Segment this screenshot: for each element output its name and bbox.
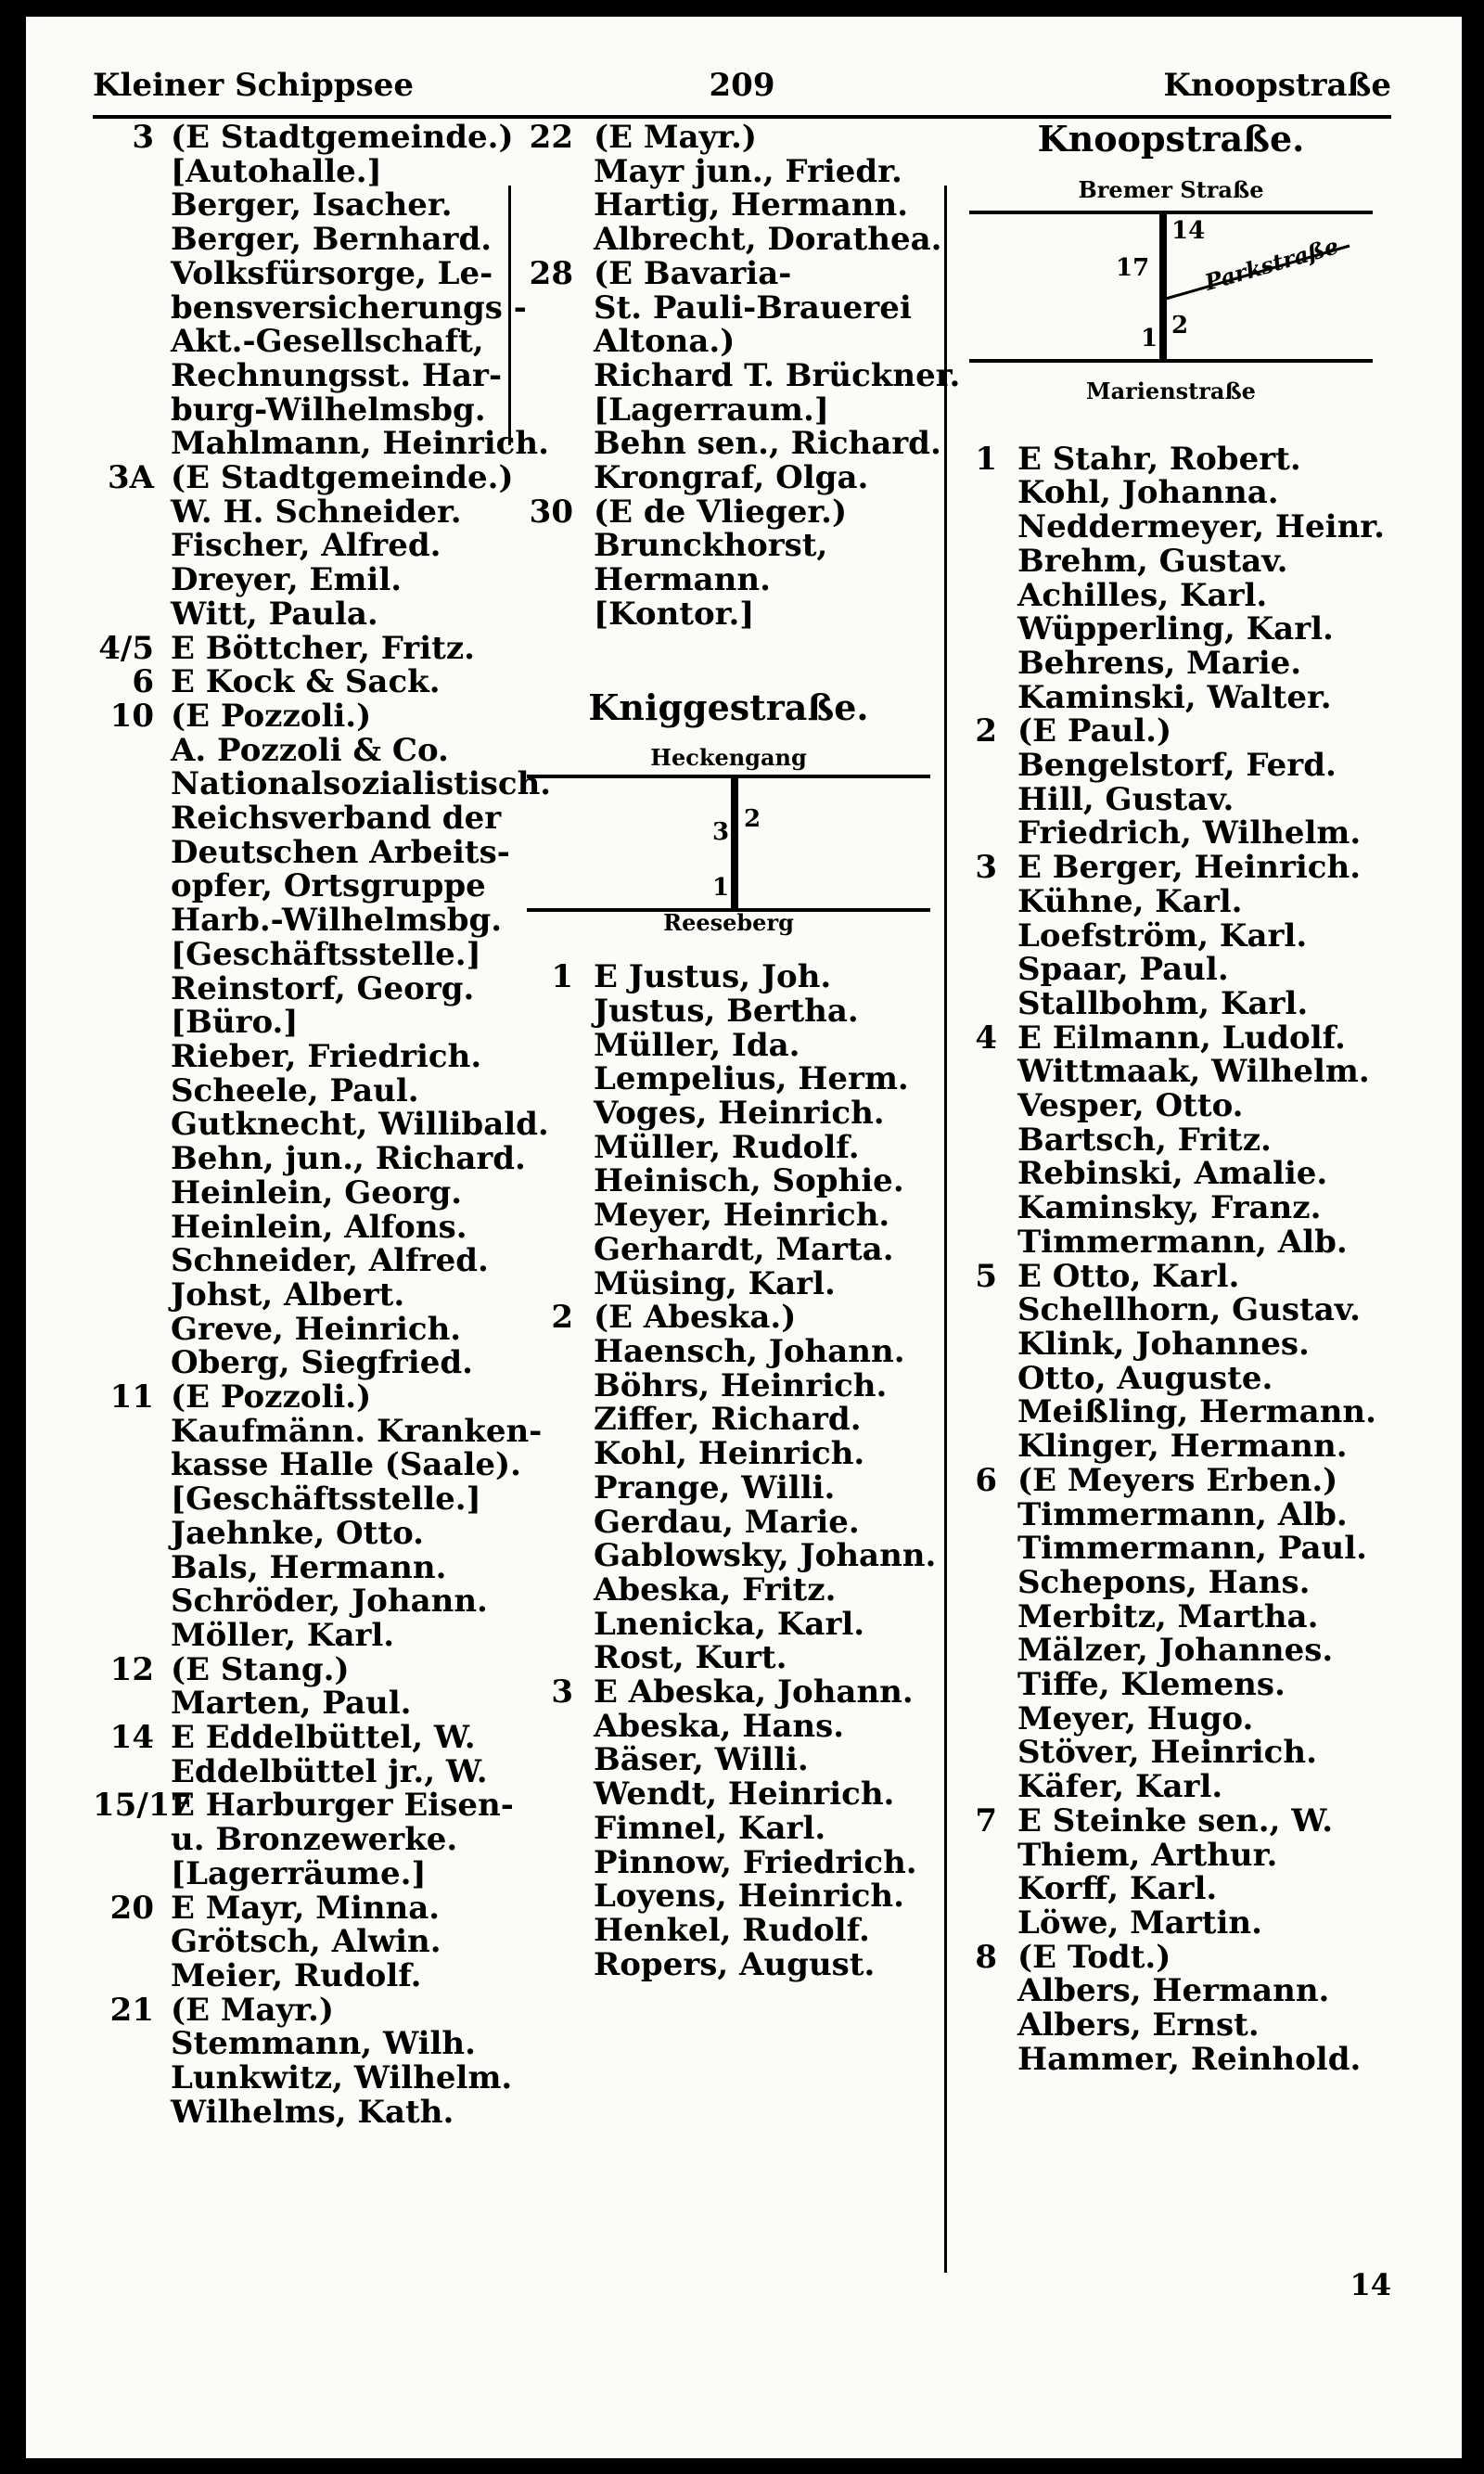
entry-line: [Geschäftsstelle.] [171,1481,481,1519]
map-number-17: 17 [1116,253,1150,282]
entry-line: Heinlein, Georg. [171,1173,463,1211]
map-number-1: 1 [712,874,730,903]
house-number: 20 [109,1889,154,1927]
house-entry [93,1991,513,2131]
house-number: 4/5 [98,629,154,667]
entry-line: Meier, Rudolf. [171,1956,422,1994]
entry-line: Rebinski, Amalie. [1017,1155,1328,1193]
map-number-3: 3 [712,818,730,847]
entry-first-line: (E Pozzoli.) [171,697,372,735]
house-entry [960,851,1382,1021]
entry-line: Möller, Karl. [171,1616,395,1654]
entry-line: Fimnel, Karl. [594,1809,826,1847]
entry-line: Reinstorf, Georg. [171,969,475,1007]
entry-first-line: E Steinke sen., W. [1017,1801,1334,1839]
entry-first-line: (E Stang.) [171,1650,350,1688]
entry-line: Neddermeyer, Heinr. [1017,508,1385,546]
entry-line: Abeska, Fritz. [594,1570,837,1609]
entry-first-line: (E de Vlieger.) [594,493,848,531]
entry-line: Henkel, Rudolf. [594,1911,870,1949]
entry-line: Brunckhorst, [594,527,828,565]
entry-line: Eddelbüttel jr., W. [171,1752,488,1790]
house-entry [93,1721,510,1788]
entry-line: Bengelstorf, Ferd. [1017,747,1337,785]
house-entry [960,1461,1382,1806]
entry-line: Tiffe, Klemens. [1017,1666,1286,1704]
entry-line: Jaehnke, Otto. [171,1514,424,1552]
column-middle [518,119,961,1983]
entry-line: bensversicherungs - [171,288,527,327]
entry-line: Gutknecht, Willibald. [171,1106,549,1144]
entry-first-line: (E Abeska.) [594,1299,797,1337]
entry-line: Thiem, Arthur. [1017,1836,1278,1874]
entry-line: Behn, jun., Richard. [171,1140,526,1178]
entry-first-line: E Stahr, Robert. [1017,440,1301,478]
kniggestrasse-map [518,741,940,936]
entry-line: u. Bronzewerke. [171,1821,458,1859]
house-entry [93,119,549,463]
entry-line: Johst, Albert. [171,1275,405,1314]
entry-line: Müller, Ida. [594,1026,800,1064]
entry-line: Wittmaak, Wilhelm. [1017,1053,1370,1091]
entry-line: Korff, Karl. [1017,1870,1218,1908]
entry-line: Haensch, Johann. [594,1332,905,1370]
entry-line: Witt, Paula. [171,595,378,633]
map-road-bottom [969,359,1373,363]
entry-first-line: (E Bavaria- [594,254,792,292]
house-number: 28 [529,254,573,292]
house-number: 14 [109,1719,154,1757]
kleiner-schippsee-continued [518,119,961,633]
entry-line: Gablowsky, Johann. [594,1537,937,1575]
house-number: 3 [551,1673,573,1711]
house-entry [518,1301,940,1675]
entry-line: Volksfürsorge, Le- [171,254,493,292]
entry-line: Ziffer, Richard. [594,1401,862,1439]
entry-line: Marten, Paul. [171,1685,412,1723]
header-right-street: Knoopstraße [1163,67,1391,104]
entry-line: Schepons, Hans. [1017,1563,1311,1601]
map-label-parkstrasse: Parkstraße [1201,231,1342,296]
entry-line: Meißling, Hermann. [1017,1393,1376,1431]
entry-line: Hartig, Hermann. [594,186,909,224]
house-number: 30 [529,493,573,531]
house-number: 8 [975,1938,997,1976]
house-number: 5 [975,1257,997,1295]
entry-line: Wendt, Heinrich. [594,1775,895,1814]
entry-line: [Lagerraum.] [594,391,829,429]
header-left-street: Kleiner Schippsee [93,67,414,104]
house-number: 2 [551,1299,573,1337]
entry-line: Scheele, Paul. [171,1071,419,1109]
entry-first-line: (E Pozzoli.) [171,1378,372,1416]
page-header [93,67,1391,113]
entry-line: Hammer, Reinhold. [1017,2040,1362,2078]
entry-first-line: (E Todt.) [1017,1938,1171,1976]
entry-line: Altona.) [594,323,736,361]
entry-line: Stemmann, Wilh. [171,2025,476,2063]
entry-first-line: (E Stadtgemeinde.) [171,459,514,497]
house-number: 12 [109,1650,154,1688]
entry-line: Brehm, Gustav. [1017,542,1288,580]
entry-line: Albrecht, Dorathea. [594,221,942,259]
entry-line: Heinlein, Alfons. [171,1208,467,1246]
entry-first-line: (E Mayr.) [594,119,757,156]
entry-line: Kaminsky, Franz. [1017,1189,1322,1227]
map-label-heckengang: Heckengang [650,744,807,772]
entry-line: Grötsch, Alwin. [171,1923,441,1961]
entry-line: Albers, Hermann. [1017,1972,1330,2010]
entry-line: Kaminski, Walter. [1017,678,1332,716]
house-entry [93,1650,510,1723]
entry-first-line: (E Meyers Erben.) [1017,1461,1338,1499]
house-number: 7 [975,1801,997,1839]
entry-line: Vesper, Otto. [1017,1087,1244,1125]
entry-line: Behn sen., Richard. [594,425,941,463]
house-number: 11 [109,1378,154,1416]
map-number-14: 14 [1171,216,1206,245]
column-divider-2 [944,186,947,2273]
entry-line: Bäser, Willi. [594,1741,809,1779]
house-number: 3A [107,459,154,497]
house-entry [960,1801,1382,1942]
entry-line: St. Pauli-Brauerei [594,288,912,327]
entry-line: Akt.-Gesellschaft, [171,323,484,361]
house-entry [960,1257,1382,1466]
entry-first-line: E Eddelbüttel, W. [171,1719,476,1757]
entry-line: Klinger, Hermann. [1017,1428,1348,1466]
house-number: 1 [551,958,573,996]
entry-first-line: E Harburger Eisen- [171,1787,514,1825]
entry-line: Schellhorn, Gustav. [1017,1291,1361,1329]
entry-line: Timmermann, Alb. [1017,1223,1348,1261]
street-title-kniggestrasse: Kniggestraße. [588,686,869,728]
entry-line: Fischer, Alfred. [171,527,441,565]
entry-line: Oberg, Siegfried. [171,1344,473,1382]
entry-line: Löwe, Martin. [1017,1904,1262,1942]
entry-line: Bals, Hermann. [171,1548,447,1586]
entry-line: Krongraf, Olga. [594,459,869,497]
entry-line: [Kontor.] [594,595,755,633]
entry-line: Merbitz, Martha. [1017,1597,1319,1635]
entry-line: Reichsverband der [171,800,502,838]
entry-line: Prange, Willi. [594,1468,836,1506]
map-label-bremer-strasse: Bremer Straße [1078,175,1264,203]
entry-line: Meyer, Hugo. [1017,1699,1254,1737]
entry-first-line: E Eilmann, Ludolf. [1017,1019,1346,1057]
house-number: 6 [132,663,154,701]
page-number: 209 [709,67,775,104]
house-number: 15/17 [93,1787,193,1825]
house-entry [93,697,552,1382]
house-number: 1 [975,440,997,478]
house-entry [93,1378,543,1654]
entry-line: Lnenicka, Karl. [594,1605,865,1643]
map-number-2: 2 [744,805,761,834]
entry-line: [Autohalle.] [171,152,382,190]
entry-line: Nationalsozialistisch. [171,765,552,803]
house-entry [93,1891,510,1993]
house-entry [518,495,940,632]
entry-line: Bartsch, Fritz. [1017,1121,1272,1159]
map-number-2: 2 [1171,311,1189,340]
house-entry [93,629,510,667]
map-road-top [527,775,930,778]
map-label-marienstrasse: Marienstraße [1086,378,1256,404]
entry-first-line: E Kock & Sack. [171,663,441,701]
entry-line: Rost, Kurt. [594,1639,787,1677]
entry-line: Mayr jun., Friedr. [594,152,902,190]
entry-line: Ropers, August. [594,1945,876,1983]
entry-first-line: E Abeska, Johann. [594,1673,914,1711]
street-title-knoopstrasse: Knoopstraße. [1037,118,1305,160]
entry-first-line: (E Mayr.) [171,1991,334,2029]
entry-line: Rieber, Friedrich. [171,1037,482,1075]
entry-line: Berger, Isacher. [171,186,453,224]
entry-line: Hermann. [594,561,771,599]
entry-line: Timmermann, Paul. [1017,1530,1367,1568]
entry-first-line: E Böttcher, Fritz. [171,629,475,667]
entry-line: Otto, Auguste. [1017,1359,1273,1397]
entry-line: Pinnow, Friedrich. [594,1843,917,1881]
entry-line: [Lagerräume.] [171,1854,427,1892]
entry-line: Kohl, Heinrich. [594,1435,865,1473]
entry-line: Dreyer, Emil. [171,561,403,599]
entry-line: Friedrich, Wilhelm. [1017,814,1362,852]
entry-line: Stöver, Heinrich. [1017,1734,1317,1772]
house-entry [960,1938,1382,2078]
entry-line: Heinisch, Sophie. [594,1162,904,1200]
house-entry [960,440,1385,716]
entry-line: Stallbohm, Karl. [1017,984,1309,1022]
entry-line: Kaufmänn. Kranken- [171,1412,543,1450]
house-entry [518,254,961,497]
knoopstrasse-entries [960,440,1385,2078]
entry-line: Mälzer, Johannes. [1017,1632,1334,1670]
knoopstrasse-map [960,173,1382,404]
entry-line: Hill, Gustav. [1017,780,1235,818]
entry-line: Lempelius, Herm. [594,1060,909,1098]
entry-line: Rechnungsst. Har- [171,356,503,394]
sheet-number: 14 [1350,2267,1391,2302]
house-number: 3 [132,119,154,156]
entry-line: burg-Wilhelmsbg. [171,391,486,429]
house-entry [93,665,510,699]
entry-line: Lunkwitz, Wilhelm. [171,2059,513,2097]
entry-first-line: E Justus, Joh. [594,958,832,996]
house-number: 22 [529,119,573,156]
entry-line: Schneider, Alfred. [171,1242,489,1280]
entry-first-line: E Otto, Karl. [1017,1257,1240,1295]
entry-line: [Büro.] [171,1004,299,1042]
house-entry [518,121,940,257]
house-entry [93,1787,514,1892]
entry-line: Spaar, Paul. [1017,951,1229,989]
entry-line: Meyer, Heinrich. [594,1197,890,1235]
entry-line: Böhrs, Heinrich. [594,1366,888,1404]
house-entry [518,960,940,1301]
entry-line: Kühne, Karl. [1017,882,1243,920]
entry-line: Voges, Heinrich. [594,1095,885,1133]
entry-line: kasse Halle (Saale). [171,1446,521,1484]
entry-line: Albers, Ernst. [1017,2006,1260,2045]
entry-line: Mahlmann, Heinrich. [171,425,549,463]
house-number: 4 [975,1019,997,1057]
map-street-kniggestrasse [731,778,738,908]
map-number-1: 1 [1141,324,1158,353]
entry-line: opfer, Ortsgruppe [171,867,486,905]
entry-line: Wilhelms, Kath. [171,2093,454,2131]
map-label-reeseberg: Reeseberg [663,908,794,936]
entry-line: A. Pozzoli & Co. [171,731,449,769]
entry-line: Greve, Heinrich. [171,1310,462,1348]
entry-line: [Geschäftsstelle.] [171,935,481,973]
entry-line: Wüpperling, Karl. [1017,610,1334,648]
entry-line: Käfer, Karl. [1017,1768,1223,1806]
entry-line: Justus, Bertha. [594,992,859,1030]
house-number: 10 [109,697,154,735]
entry-line: Kohl, Johanna. [1017,474,1279,512]
entry-line: Berger, Bernhard. [171,221,493,259]
entry-line: Klink, Johannes. [1017,1325,1310,1363]
house-entry [93,459,514,633]
entry-first-line: E Mayr, Minna. [171,1889,441,1927]
entry-line: Deutschen Arbeits- [171,833,510,871]
entry-line: Richard T. Brückner. [594,356,961,394]
column-knoopstrasse [960,118,1385,2078]
entry-line: Gerdau, Marie. [594,1503,860,1541]
entry-line: Harb.-Wilhelmsbg. [171,902,503,940]
entry-line: Loyens, Heinrich. [594,1878,904,1916]
entry-line: Gerhardt, Marta. [594,1230,894,1268]
house-number: 6 [975,1461,997,1499]
entry-line: Müller, Rudolf. [594,1128,860,1166]
entry-line: Müsing, Karl. [594,1264,836,1302]
house-entry [960,1021,1382,1260]
house-number: 21 [109,1991,154,2029]
entry-line: Loefström, Karl. [1017,917,1308,955]
map-side-street-parkstrasse [960,173,1382,387]
entry-first-line: (E Paul.) [1017,712,1172,750]
entry-line: Schröder, Johann. [171,1583,488,1621]
house-number: 2 [975,712,997,750]
entry-line: Achilles, Karl. [1017,576,1268,614]
entry-line: Behrens, Marie. [1017,644,1302,682]
entry-first-line: E Berger, Heinrich. [1017,849,1362,887]
house-entry [518,1675,940,1981]
entry-line: Timmermann, Alb. [1017,1495,1348,1533]
entry-line: Abeska, Hans. [594,1707,845,1745]
entry-first-line: (E Stadtgemeinde.) [171,119,514,156]
kniggestrasse-entries [518,960,940,1981]
house-entry [960,714,1382,851]
entry-line: W. H. Schneider. [171,493,462,531]
house-number: 3 [975,849,997,887]
